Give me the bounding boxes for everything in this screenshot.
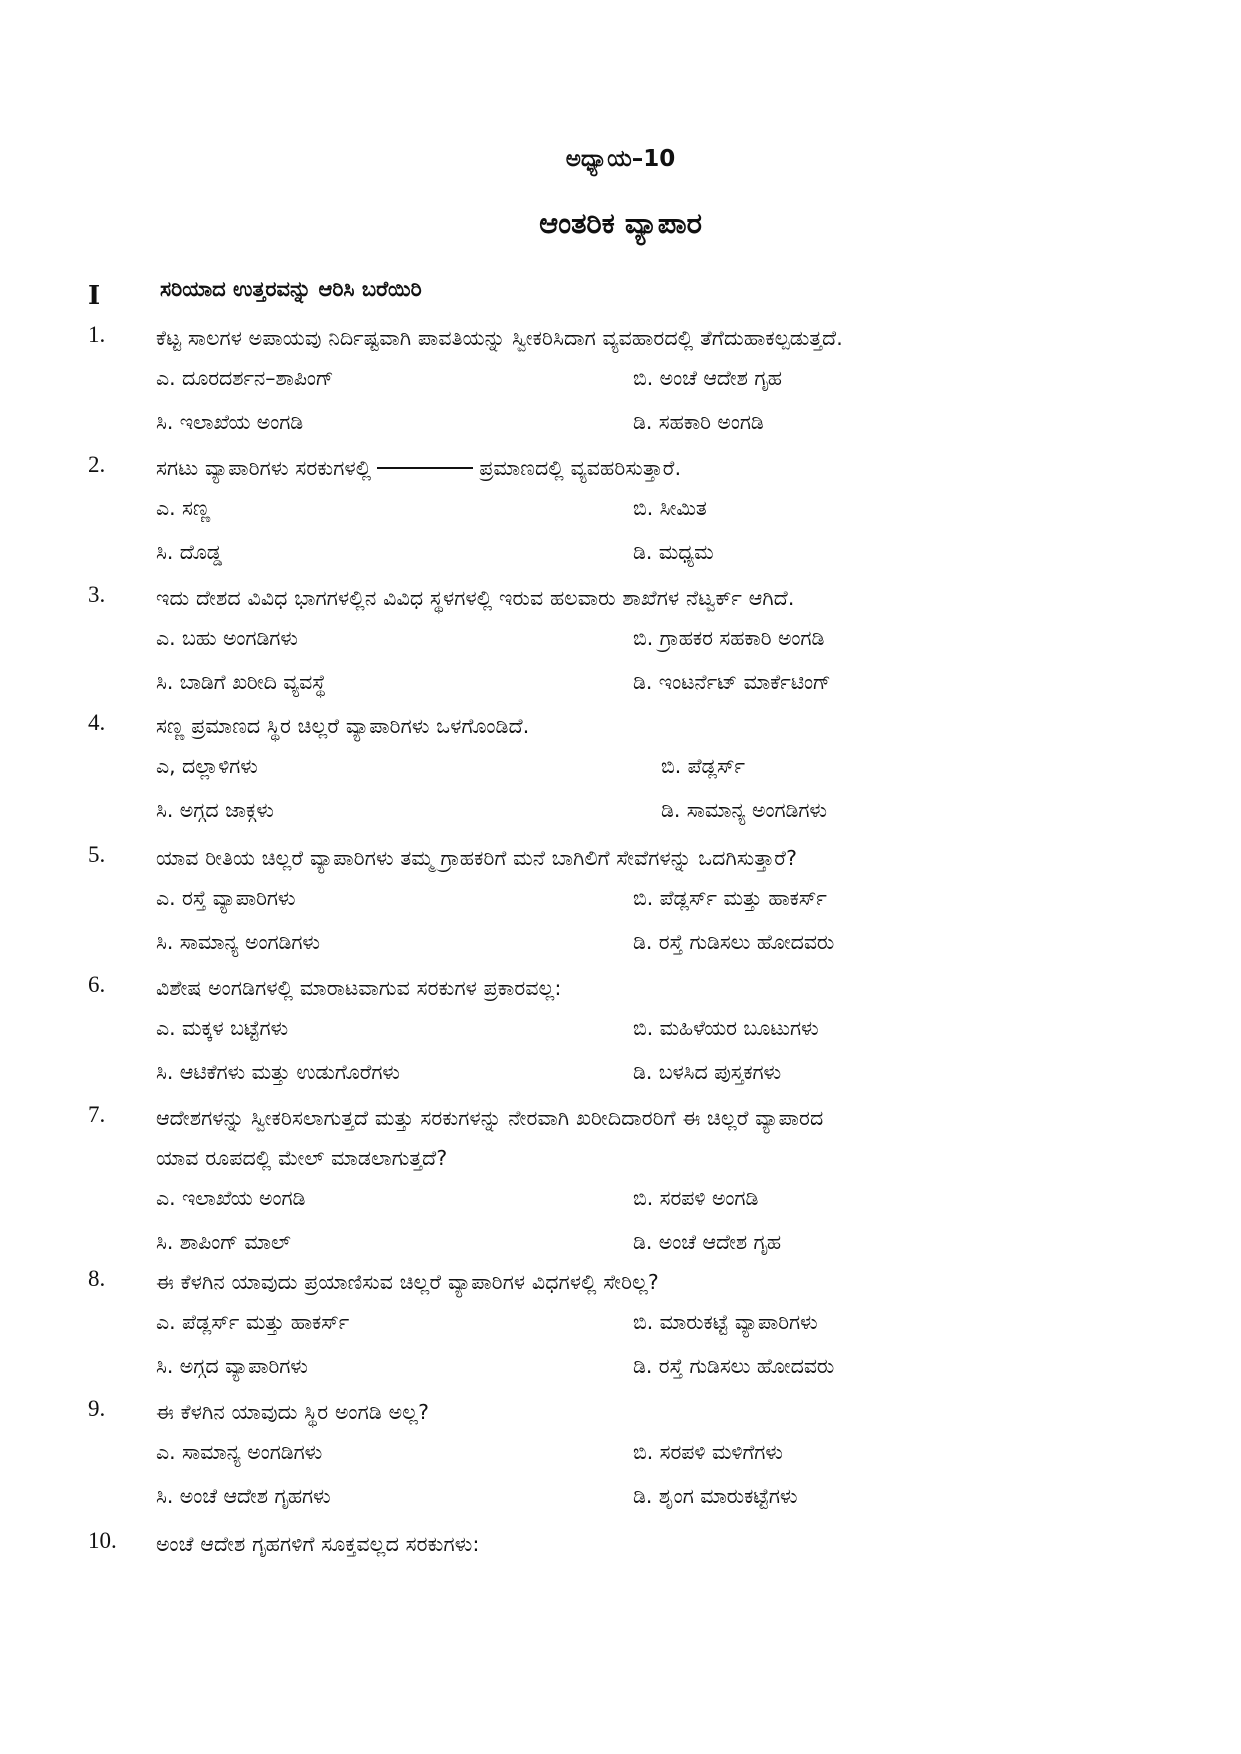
section-heading xyxy=(88,277,1168,317)
option-b: ಬಿ. ಮಾರುಕಟ್ಟೆ ವ್ಯಾಪಾರಿಗಳು xyxy=(633,1310,818,1334)
section-instruction: ಸರಿಯಾದ ಉತ್ತರವನ್ನು ಆರಿಸಿ ಬರೆಯಿರಿ xyxy=(160,277,422,301)
question-stem xyxy=(156,448,1241,488)
question-stem: ಈ ಕೆಳಗಿನ ಯಾವುದು ಸ್ಥಿರ ಅಂಗಡಿ ಅಲ್ಲ? xyxy=(156,1400,430,1424)
stem-part-1: ಸಗಟು ವ್ಯಾಪಾರಿಗಳು ಸರಕುಗಳಲ್ಲಿ xyxy=(156,456,372,480)
question-stem: ಇದು ದೇಶದ ವಿವಿಧ ಭಾಗಗಳಲ್ಲಿನ ವಿವಿಧ ಸ್ಥಳಗಳಲ್ಲಿ ಇರುವ ಹಲವಾರು ಶಾಖೆಗಳ ನೆಟ್ವರ್ಕ್ ಆಗಿದೆ. xyxy=(156,586,795,610)
option-d: ಡಿ. ರಸ್ತೆ ಗುಡಿಸಲು ಹೋದವರು xyxy=(633,930,835,954)
option-d: ಡಿ. ಬಳಸಿದ ಪುಸ್ತಕಗಳು xyxy=(633,1060,782,1084)
option-c: ಸಿ. ದೊಡ್ಡ xyxy=(156,540,223,564)
question-stem xyxy=(156,1098,1241,1178)
option-a: ಎ. ಇಲಾಖೆಯ ಅಂಗಡಿ xyxy=(156,1186,306,1210)
question-number: 3. xyxy=(88,582,106,607)
question-number: 2. xyxy=(88,452,106,477)
question-stem: ಈ ಕೆಳಗಿನ ಯಾವುದು ಪ್ರಯಾಣಿಸುವ ಚಿಲ್ಲರೆ ವ್ಯಾಪಾರಿಗಳ ವಿಧಗಳಲ್ಲಿ ಸೇರಿಲ್ಲ? xyxy=(156,1270,659,1294)
page-title: ಆಂತರಿಕ ವ್ಯಾಪಾರ xyxy=(539,206,702,240)
option-d: ಡಿ. ರಸ್ತೆ ಗುಡಿಸಲು ಹೋದವರು xyxy=(633,1354,835,1378)
stem-line-2: ಯಾವ ರೂಪದಲ್ಲಿ ಮೇಲ್ ಮಾಡಲಾಗುತ್ತದೆ? xyxy=(156,1146,448,1170)
question-number: 4. xyxy=(88,710,106,735)
question-stem: ಸಣ್ಣ ಪ್ರಮಾಣದ ಸ್ಥಿರ ಚಿಲ್ಲರೆ ವ್ಯಾಪಾರಿಗಳು ಒಳಗೊಂಡಿದೆ. xyxy=(156,714,530,738)
option-c: ಸಿ. ಅಗ್ಗದ ವ್ಯಾಪಾರಿಗಳು xyxy=(156,1354,308,1378)
option-c: ಸಿ. ಇಲಾಖೆಯ ಅಂಗಡಿ xyxy=(156,410,304,434)
option-d: ಡಿ. ಸಾಮಾನ್ಯ ಅಂಗಡಿಗಳು xyxy=(661,798,827,822)
option-b: ಬಿ. ಪೆಡ್ಲರ್ಸ್ ಮತ್ತು ಹಾಕರ್ಸ್ xyxy=(633,886,827,910)
option-a: ಎ. ಸಾಮಾನ್ಯ ಅಂಗಡಿಗಳು xyxy=(156,1440,323,1464)
option-d: ಡಿ. ಸಹಕಾರಿ ಅಂಗಡಿ xyxy=(633,410,764,434)
option-d: ಡಿ. ಮಧ್ಯಮ xyxy=(633,540,714,564)
question-number: 10. xyxy=(88,1528,117,1553)
option-c: ಸಿ. ಅಗ್ಗದ ಜಾಕ್ಗಳು xyxy=(156,798,274,822)
option-d: ಡಿ. ಶೃಂಗ ಮಾರುಕಟ್ಟೆಗಳು xyxy=(633,1484,798,1508)
option-c: ಸಿ. ಸಾಮಾನ್ಯ ಅಂಗಡಿಗಳು xyxy=(156,930,320,954)
question-stem: ವಿಶೇಷ ಅಂಗಡಿಗಳಲ್ಲಿ ಮಾರಾಟವಾಗುವ ಸರಕುಗಳ ಪ್ರಕಾರವಲ್ಲ: xyxy=(156,976,562,1000)
option-d: ಡಿ. ಇಂಟರ್ನೆಟ್ ಮಾರ್ಕೆಟಿಂಗ್ xyxy=(633,670,831,694)
option-b: ಬಿ. ಸರಪಳಿ ಮಳಿಗೆಗಳು xyxy=(633,1440,783,1464)
option-a: ಎ. ರಸ್ತೆ ವ್ಯಾಪಾರಿಗಳು xyxy=(156,886,296,910)
chapter-heading: ಅಧ್ಯಾಯ–10 xyxy=(565,146,676,172)
question-stem: ಯಾವ ರೀತಿಯ ಚಿಲ್ಲರೆ ವ್ಯಾಪಾರಿಗಳು ತಮ್ಮ ಗ್ರಾಹಕರಿಗೆ ಮನೆ ಬಾಗಿಲಿಗೆ ಸೇವೆಗಳನ್ನು ಒದಗಿಸುತ್ತಾರೆ? xyxy=(156,846,798,870)
question-stem: ಕೆಟ್ಟ ಸಾಲಗಳ ಅಪಾಯವು ನಿರ್ದಿಷ್ಟವಾಗಿ ಪಾವತಿಯನ್ನು ಸ್ವೀಕರಿಸಿದಾಗ ವ್ಯವಹಾರದಲ್ಲಿ ತೆಗೆದುಹಾಕಲ್ಪಡುತ್ತದೆ. xyxy=(156,326,843,350)
option-c: ಸಿ. ಅಂಚೆ ಆದೇಶ ಗೃಹಗಳು xyxy=(156,1484,331,1508)
question-number: 6. xyxy=(88,972,106,997)
question-number: 7. xyxy=(88,1102,106,1127)
section-number: I xyxy=(88,281,101,311)
option-a: ಎ. ದೂರದರ್ಶನ–ಶಾಪಿಂಗ್ xyxy=(156,366,334,390)
option-d: ಡಿ. ಅಂಚೆ ಆದೇಶ ಗೃಹ xyxy=(633,1230,782,1254)
question-number: 1. xyxy=(88,322,106,347)
question-number: 9. xyxy=(88,1396,106,1421)
fill-in-blank xyxy=(377,467,473,469)
option-b: ಬಿ. ಸರಪಳಿ ಅಂಗಡಿ xyxy=(633,1186,759,1210)
option-a: ಎ. ಸಣ್ಣ xyxy=(156,496,211,520)
question-number: 5. xyxy=(88,842,106,867)
option-b: ಬಿ. ಅಂಚೆ ಆದೇಶ ಗೃಹ xyxy=(633,366,782,390)
option-a: ಎ. ಬಹು ಅಂಗಡಿಗಳು xyxy=(156,626,298,650)
question-number: 8. xyxy=(88,1266,106,1291)
question-stem: ಅಂಚೆ ಆದೇಶ ಗೃಹಗಳಿಗೆ ಸೂಕ್ತವಲ್ಲದ ಸರಕುಗಳು: xyxy=(156,1532,480,1556)
option-b: ಬಿ. ಮಹಿಳೆಯರ ಬೂಟುಗಳು xyxy=(633,1016,819,1040)
stem-part-2: ಪ್ರಮಾಣದಲ್ಲಿ ವ್ಯವಹರಿಸುತ್ತಾರೆ. xyxy=(479,456,682,480)
option-b: ಬಿ. ಪೆಡ್ಲರ್ಸ್ xyxy=(661,754,745,778)
stem-line-1: ಆದೇಶಗಳನ್ನು ಸ್ವೀಕರಿಸಲಾಗುತ್ತದೆ ಮತ್ತು ಸರಕುಗಳನ್ನು ನೇರವಾಗಿ ಖರೀದಿದಾರರಿಗೆ ಈ ಚಿಲ್ಲರೆ ವ್ಯಾಪಾರದ xyxy=(156,1106,824,1130)
option-b: ಬಿ. ಸೀಮಿತ xyxy=(633,496,707,520)
option-a: ಎ. ಪೆಡ್ಲರ್ಸ್ ಮತ್ತು ಹಾಕರ್ಸ್ xyxy=(156,1310,350,1334)
option-a: ಎ, ದಲ್ಲಾಳಿಗಳು xyxy=(156,754,258,778)
option-c: ಸಿ. ಆಟಿಕೆಗಳು ಮತ್ತು ಉಡುಗೊರೆಗಳು xyxy=(156,1060,400,1084)
option-c: ಸಿ. ಶಾಪಿಂಗ್ ಮಾಲ್ xyxy=(156,1230,291,1254)
option-c: ಸಿ. ಬಾಡಿಗೆ ಖರೀದಿ ವ್ಯವಸ್ಥೆ xyxy=(156,670,326,694)
option-b: ಬಿ. ಗ್ರಾಹಕರ ಸಹಕಾರಿ ಅಂಗಡಿ xyxy=(633,626,825,650)
option-a: ಎ. ಮಕ್ಕಳ ಬಟ್ಟೆಗಳು xyxy=(156,1016,289,1040)
